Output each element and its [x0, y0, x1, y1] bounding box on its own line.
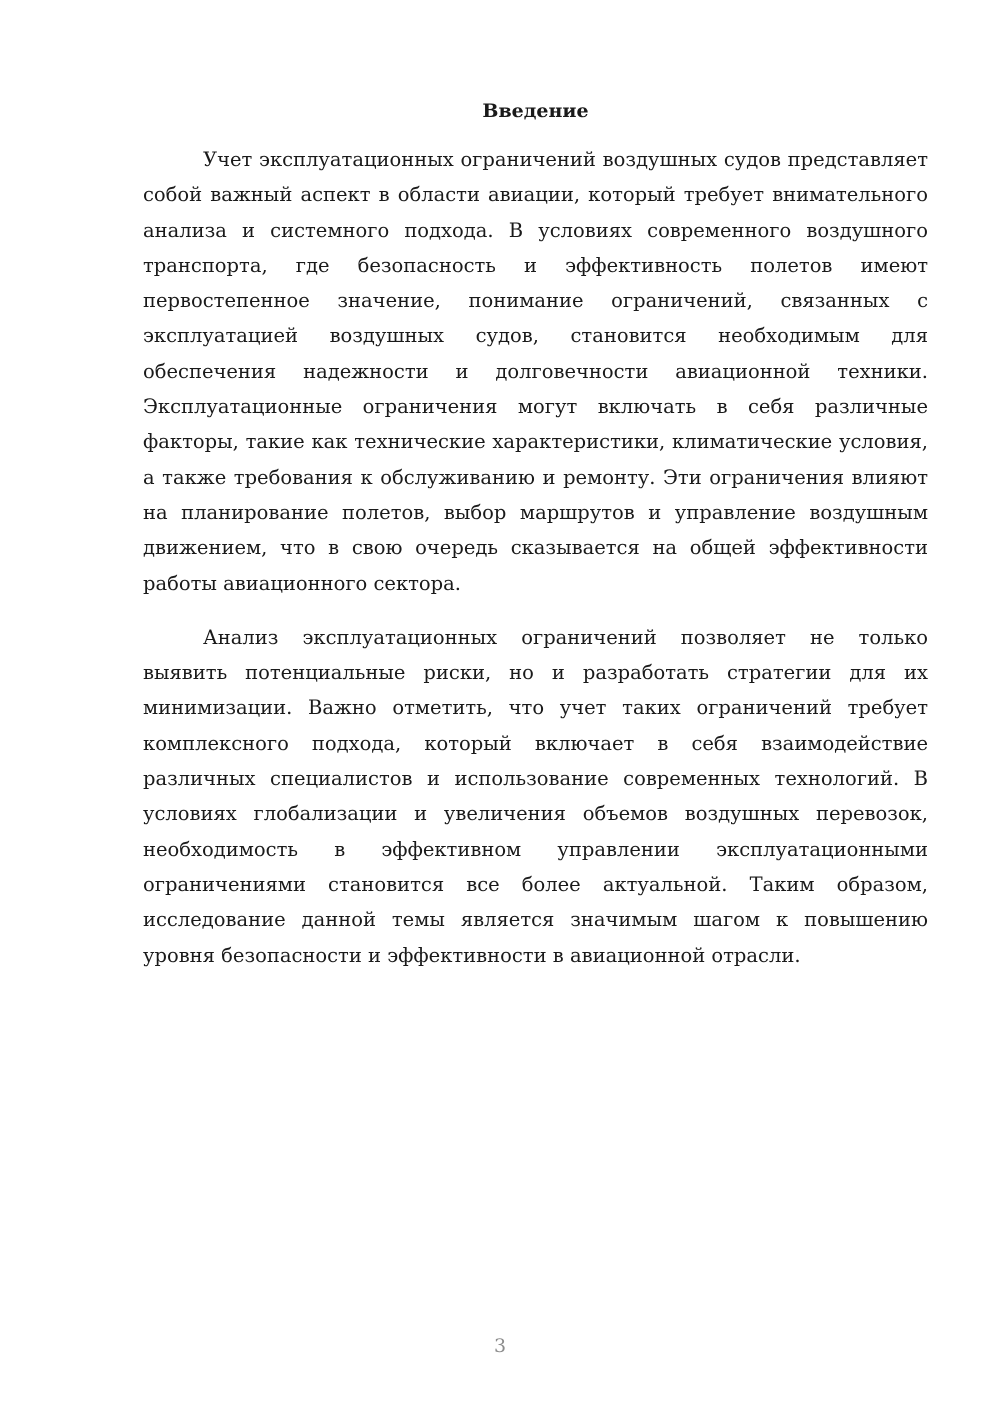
paragraph-2: Анализ эксплуатационных ограничений позволяет не только выявить потенциальные риски, но и разработать стратегии для их минимизации. Важно отметить, что учет таких ограничений требует комплексного подхода, который включает в себя взаимодействие различных специалистов и использование современных технологий. В условиях глобализации и увеличения объемов воздушных перевозок, необходимость в эффективном управлении эксплуатационными ограничениями становится все более актуальной. Таким образом, исследование данной темы является значимым шагом к повышению уровня безопасности и эффективности в авиационной отрасли.	[143, 625, 928, 967]
body-text	[143, 142, 928, 973]
page-number: 3	[493, 1335, 507, 1357]
page-title: Введение	[482, 100, 589, 122]
paragraph-1: Учет эксплуатационных ограничений воздушных судов представляет собой важный аспект в области авиации, который требует внимательного анализа и системного подхода. В условиях современного воздушного транспорта, где безопасность и эффективность полетов имеют первостепенное значение, понимание ограничений, связанных с эксплуатацией воздушных судов, становится необходимым для обеспечения надежности и долговечности авиационной техники. Эксплуатационные ограничения могут включать в себя различные факторы, такие как технические характеристики, климатические условия, а также требования к обслуживанию и ремонту. Эти ограничения влияют на планирование полетов, выбор маршрутов и управление воздушным движением, что в свою очередь сказывается на общей эффективности работы авиационного сектора.	[143, 148, 928, 595]
